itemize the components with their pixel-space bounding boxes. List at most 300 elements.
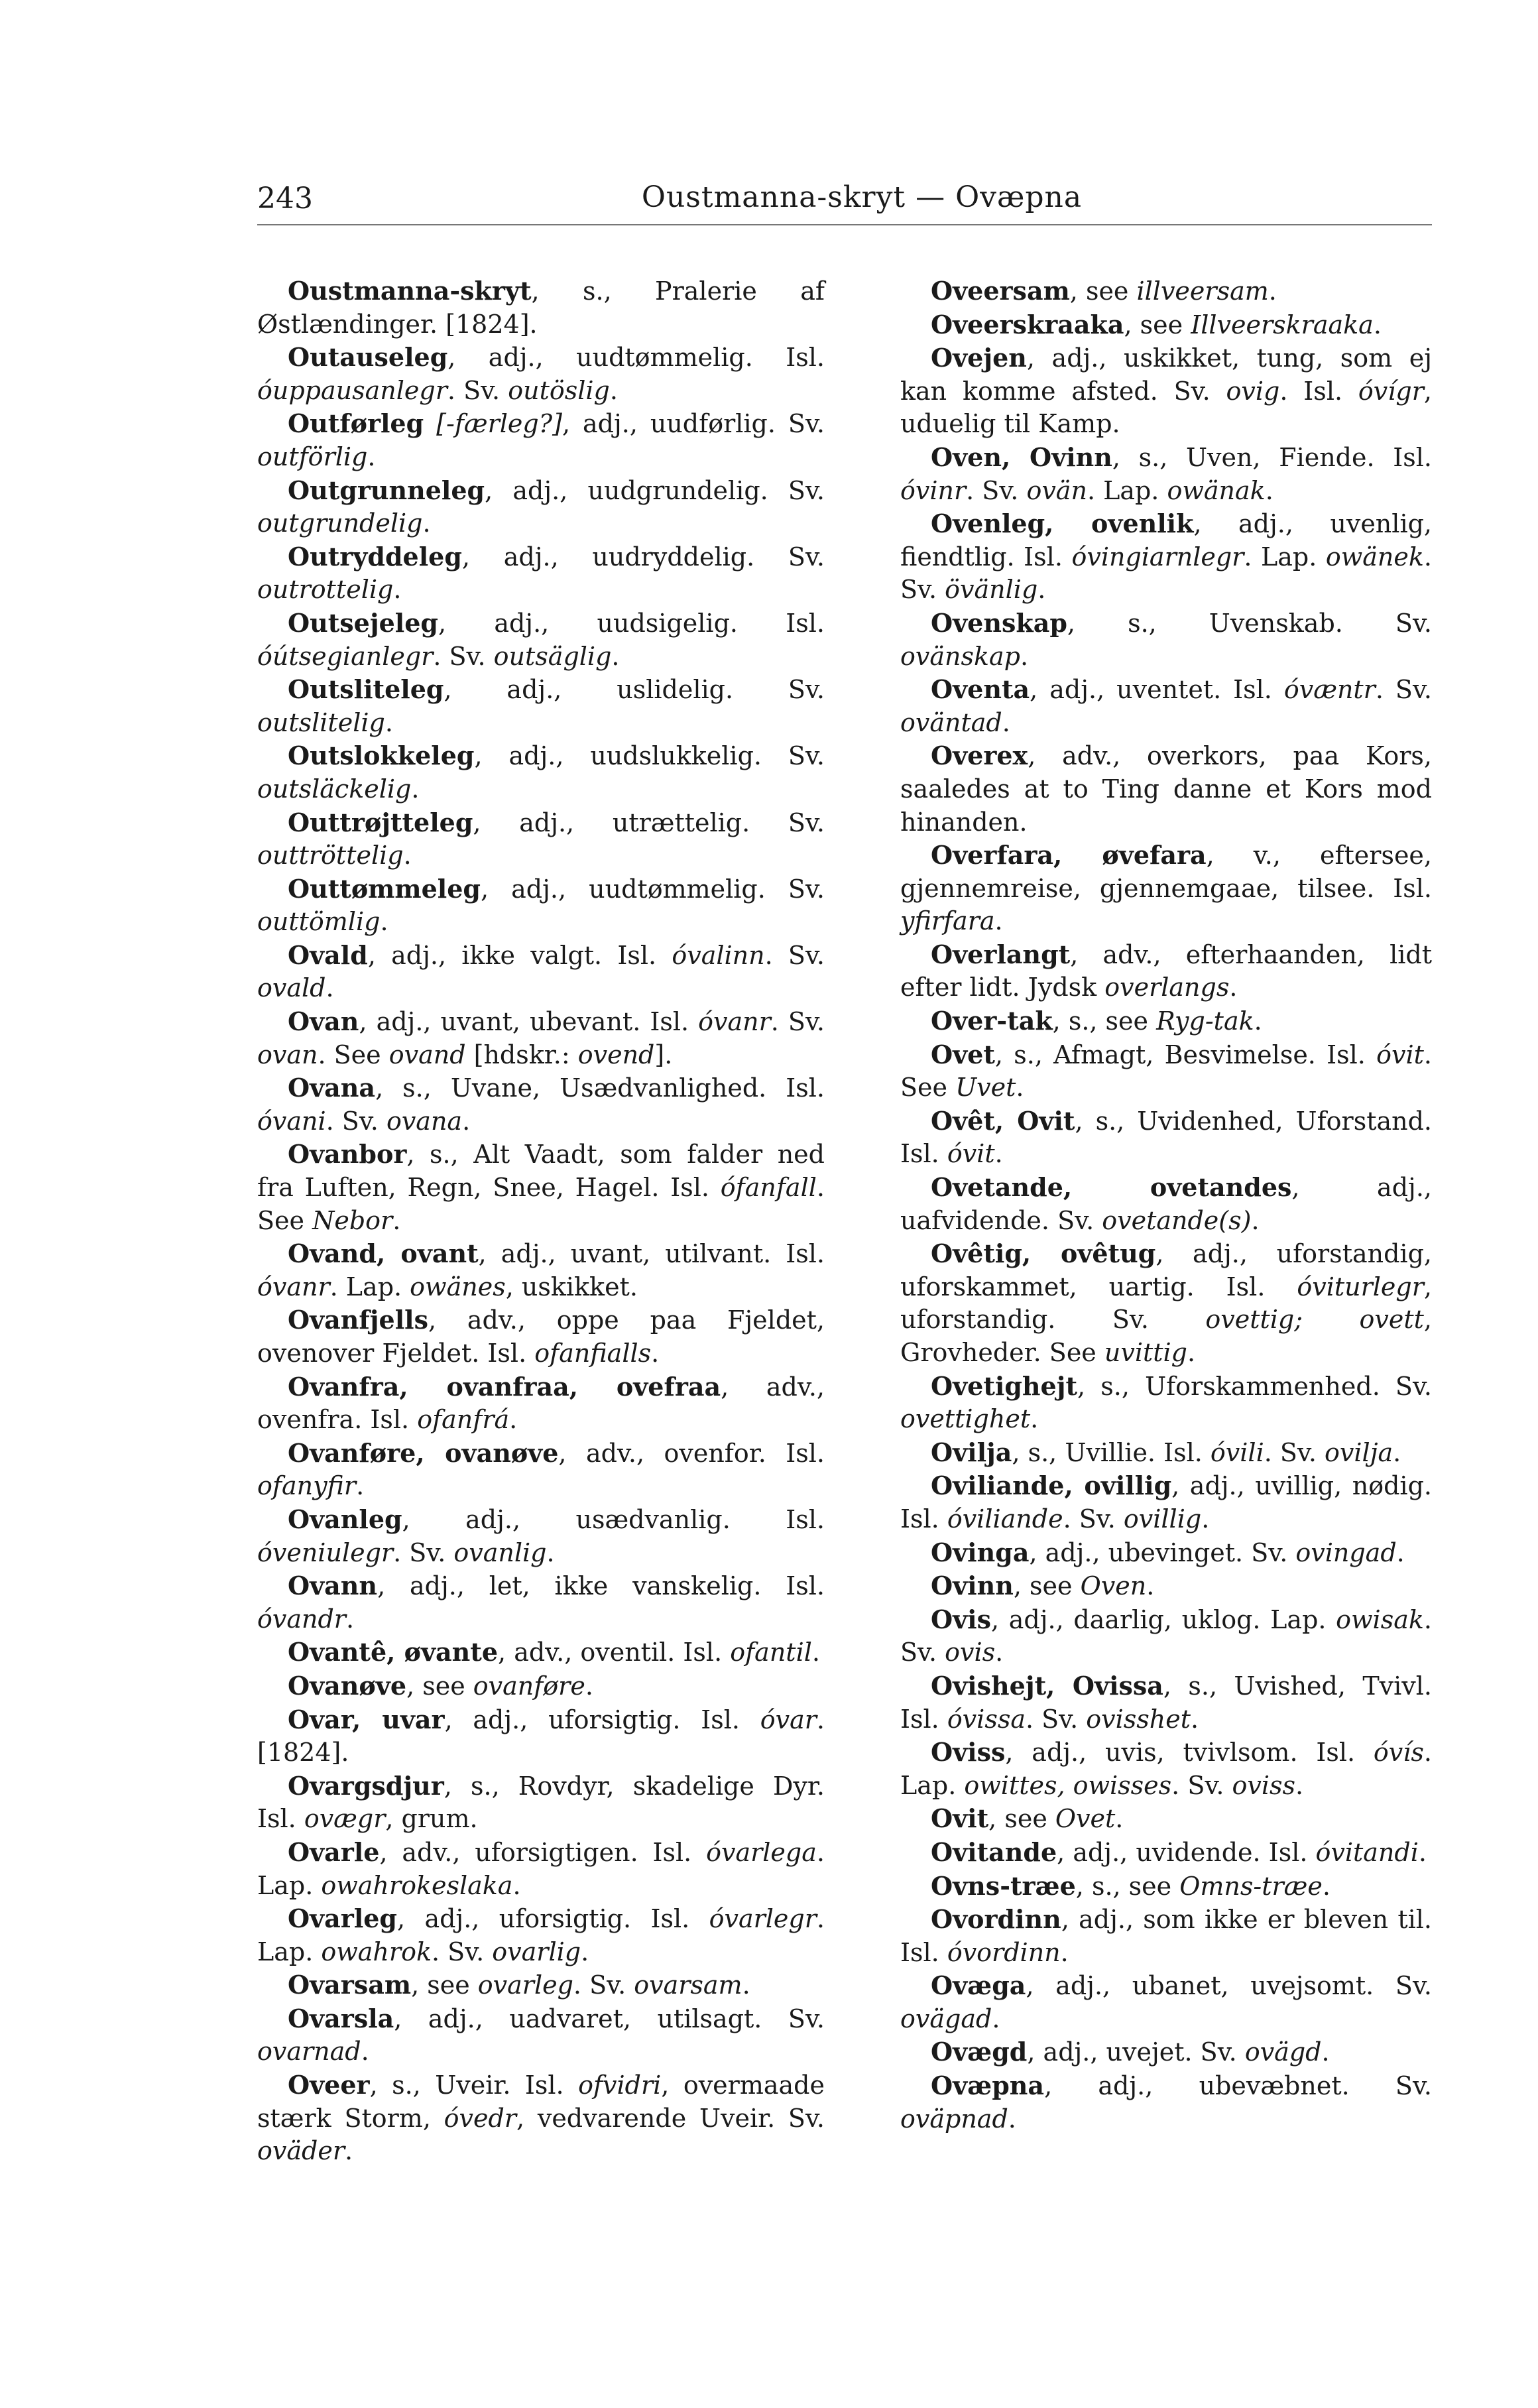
entry-italic-text: ovettighet xyxy=(900,1404,1031,1434)
dictionary-entry xyxy=(257,1968,825,2002)
entry-italic-text: outtömlig xyxy=(257,907,381,937)
dictionary-entry xyxy=(257,407,825,473)
dictionary-entry xyxy=(257,1902,825,1968)
entry-headword: Ovejen xyxy=(931,343,1027,373)
entry-headword: Oviss xyxy=(931,1737,1006,1768)
entry-headword: Ovanfra, ovanfraa, ovefraa xyxy=(288,1371,721,1402)
dictionary-entry xyxy=(257,1669,825,1703)
entry-text: , adj., uskikket, tung, som ej kan komme afsted. Sv. xyxy=(900,343,1432,406)
entry-headword: Ovetande, ovetandes xyxy=(931,1172,1292,1203)
dictionary-entry xyxy=(900,1802,1432,1836)
dictionary-entry xyxy=(900,1237,1432,1369)
entry-italic-text: óvani xyxy=(257,1106,326,1136)
entry-text: . Sv. xyxy=(433,641,494,671)
dictionary-entry xyxy=(900,441,1432,507)
entry-italic-text: óvís xyxy=(1373,1738,1424,1768)
entry-text: . xyxy=(325,973,334,1003)
entry-text: , s., Pralerie af Østlændinger. [1824]. xyxy=(257,276,825,339)
entry-italic-text: ovis xyxy=(945,1638,996,1667)
entry-text: . xyxy=(1191,1704,1199,1734)
dictionary-entry xyxy=(257,1303,825,1370)
entry-italic-text: óvitandi xyxy=(1315,1837,1419,1867)
entry-text: . xyxy=(345,1604,355,1634)
entry-text: . xyxy=(1295,1770,1304,1800)
dictionary-entry xyxy=(900,1469,1432,1535)
entry-headword: Ovarle xyxy=(288,1836,380,1867)
entry-text: , adv., efterhaanden, lidt efter lidt. Jydsk xyxy=(900,939,1432,1002)
entry-text: , see xyxy=(988,1804,1055,1834)
entry-headword: Oveersam xyxy=(931,276,1070,306)
entry-italic-text: owänes xyxy=(410,1272,506,1301)
entry-headword: Outslokkeleg xyxy=(288,741,475,771)
entry-text: , s., Uvane, Usædvanlighed. Isl. xyxy=(375,1073,825,1103)
entry-text: . xyxy=(393,575,402,605)
entry-italic-text: outsläckelig xyxy=(257,774,412,804)
entry-text: , see xyxy=(411,1970,478,2000)
entry-text: . Isl. xyxy=(1279,376,1358,406)
dictionary-entry xyxy=(900,1038,1432,1105)
entry-text: . Sv. xyxy=(325,1106,386,1136)
entry-text: . Sv. xyxy=(1375,675,1432,705)
entry-text: . xyxy=(995,1638,1004,1667)
entry-text: , adv., overkors, paa Kors, saaledes at to Ting danne et Kors mod hinanden. xyxy=(900,741,1432,837)
entry-text: , s., Uven, Fiende. Isl. xyxy=(1112,442,1432,472)
entry-headword: Ovêt, Ovit xyxy=(931,1105,1075,1136)
entry-text: . xyxy=(512,1870,521,1900)
dictionary-entry xyxy=(257,1636,825,1669)
entry-text: . xyxy=(1037,575,1046,605)
entry-headword: Outførleg xyxy=(288,408,424,439)
entry-italic-text: óútsegianlegr xyxy=(257,641,434,671)
entry-headword: Ovanføre, ovanøve xyxy=(288,1437,559,1468)
entry-text: , adj., ikke valgt. Isl. xyxy=(367,940,672,970)
entry-headword: Overlangt xyxy=(931,939,1071,969)
entry-italic-text: ovägad xyxy=(900,2004,992,2033)
dictionary-entry xyxy=(900,1536,1432,1570)
entry-text: , s., Uvidenhed, Uforstand. Isl. xyxy=(900,1106,1432,1169)
entry-text: , uforstandig. Sv. xyxy=(900,1272,1432,1335)
entry-text: , adj., uvillig, nødig. Isl. xyxy=(900,1471,1432,1534)
entry-text: . Sv. xyxy=(900,542,1432,605)
entry-headword: Ovordinn xyxy=(931,1904,1061,1935)
entry-text: . Lap. xyxy=(1087,475,1167,505)
entry-headword: Outtrøjtteleg xyxy=(288,807,473,837)
entry-italic-text: owänek xyxy=(1325,542,1424,572)
dictionary-entry xyxy=(900,1969,1432,2035)
entry-text: , adj., uvenlig, fiendtlig. Isl. xyxy=(900,509,1432,572)
entry-text: , s., Alt Vaadt, som falder ned fra Luften, Regn, Snee, Hagel. Isl. xyxy=(257,1140,825,1203)
entry-italic-text: óvandr xyxy=(257,1604,346,1634)
entry-headword: Ovana xyxy=(288,1073,376,1103)
entry-text: . xyxy=(1322,1871,1331,1901)
entry-italic-text: ovægr xyxy=(304,1804,386,1834)
dictionary-entry xyxy=(900,1870,1432,1903)
entry-italic-text: óvili xyxy=(1210,1437,1264,1467)
dictionary-entry xyxy=(900,938,1432,1004)
entry-italic-text: owahrok xyxy=(321,1937,432,1966)
right-column xyxy=(900,274,1432,2136)
entry-italic-text: óvæntr xyxy=(1283,675,1376,705)
dictionary-entry xyxy=(900,2069,1432,2136)
entry-text: . xyxy=(992,2004,1000,2033)
entry-text: . xyxy=(1251,1205,1260,1235)
entry-headword: Ovanbor xyxy=(288,1139,407,1170)
entry-italic-text: ovald xyxy=(257,973,326,1003)
entry-text: , adj., uvant, ubevant. Isl. xyxy=(359,1007,699,1037)
dictionary-entry xyxy=(257,341,825,407)
dictionary-entry xyxy=(900,1004,1432,1038)
entry-text: , adj., uvidende. Isl. xyxy=(1057,1837,1316,1867)
entry-italic-text: ovän xyxy=(1026,475,1087,505)
entry-text: . xyxy=(361,2037,369,2067)
entry-headword: Ovenleg, ovenlik xyxy=(931,509,1194,539)
entry-headword: Outgrunneleg xyxy=(288,475,485,505)
entry-headword: Ovanleg xyxy=(288,1504,402,1534)
entry-italic-text: övänlig xyxy=(945,575,1038,605)
entry-text: , adj., uudslukkelig. Sv. xyxy=(474,741,825,771)
entry-text: , adj., uudgrundelig. Sv. xyxy=(485,475,825,505)
entry-text: . xyxy=(1008,2104,1016,2134)
entry-text: . xyxy=(611,641,620,671)
entry-text: . xyxy=(1254,1006,1262,1036)
entry-text: , adj., uforstandig, uforskammet, uartig. Isl. xyxy=(900,1239,1432,1301)
entry-text: . See xyxy=(257,1173,825,1235)
entry-text: . Lap. xyxy=(1244,542,1326,572)
dictionary-entry xyxy=(257,739,825,806)
entry-text: , adj., uudryddelig. Sv. xyxy=(461,542,825,572)
entry-headword: Oven, Ovinn xyxy=(931,442,1112,472)
entry-text: , adj., uudtømmelig. Sv. xyxy=(480,874,825,904)
entry-italic-text: óuppausanlegr xyxy=(257,375,447,405)
entry-text: . xyxy=(1060,1937,1069,1967)
dictionary-entry xyxy=(257,1836,825,1902)
entry-text: . Sv. xyxy=(764,940,825,970)
entry-text: , s., see xyxy=(1052,1006,1157,1036)
entry-headword: Ovishejt, Ovissa xyxy=(931,1670,1163,1701)
entry-italic-text: óvit xyxy=(947,1139,995,1169)
entry-text: , adj., uadvaret, utilsagt. Sv. xyxy=(394,2004,825,2033)
entry-headword: Ovis xyxy=(931,1604,992,1634)
entry-text: [hdskr.: xyxy=(465,1040,578,1069)
entry-text: . xyxy=(609,375,618,405)
entry-italic-text: oväntad xyxy=(900,707,1002,737)
entry-headword: Outryddeleg xyxy=(288,541,462,572)
dictionary-entry xyxy=(900,607,1432,673)
entry-headword: Oustmanna-skryt xyxy=(288,276,532,306)
entry-headword: Ovan xyxy=(288,1006,359,1037)
entry-text: , s., Rovdyr, skadelige Dyr. Isl. xyxy=(257,1771,825,1834)
entry-headword: Over-tak xyxy=(931,1006,1053,1036)
entry-text: . xyxy=(994,906,1003,936)
entry-headword: Outauseleg xyxy=(288,342,448,373)
entry-italic-text: Ovet xyxy=(1055,1804,1116,1834)
entry-text: . xyxy=(1373,310,1382,339)
entry-text: , adj., uslidelig. Sv. xyxy=(444,675,825,705)
dictionary-entry xyxy=(257,1370,825,1437)
dictionary-entry xyxy=(900,1903,1432,1969)
entry-text: , adj., utrættelig. Sv. xyxy=(473,808,825,837)
entry-italic-text: outsäglig xyxy=(493,641,612,671)
entry-text: , adj., uventet. Isl. xyxy=(1030,675,1284,705)
entry-text: , v., eftersee, gjennemreise, gjennemgaae, tilsee. Isl. xyxy=(900,841,1433,903)
entry-italic-text: outrottelig xyxy=(257,575,394,605)
entry-italic-text: owänak xyxy=(1167,475,1266,505)
entry-headword: Ovarsla xyxy=(288,2003,394,2033)
dictionary-entry xyxy=(900,341,1432,441)
entry-headword: Ovald xyxy=(288,939,368,970)
entry-italic-text: ovetande(s) xyxy=(1102,1205,1252,1235)
entry-italic-text: ofanfrá xyxy=(417,1405,510,1435)
entry-text: , adj., ubanet, uvejsomt. Sv. xyxy=(1026,1971,1432,2001)
dictionary-entry xyxy=(900,1669,1432,1736)
entry-text: , see xyxy=(1124,310,1191,339)
entry-text: ]. xyxy=(654,1040,673,1069)
entry-headword: Ovet xyxy=(931,1039,995,1069)
entry-italic-text: ofvidri xyxy=(578,2071,662,2100)
dictionary-entry xyxy=(900,1171,1432,1237)
entry-headword: Ovinga xyxy=(931,1537,1030,1567)
entry-text: . See xyxy=(318,1040,389,1069)
entry-text: , adj., uvejet. Sv. xyxy=(1027,2037,1245,2067)
entry-text: . Lap. xyxy=(257,1837,825,1900)
entry-italic-text: oväpnad xyxy=(900,2104,1008,2134)
left-column xyxy=(257,274,825,2168)
dictionary-entry xyxy=(257,1437,825,1503)
entry-headword: Ovæga xyxy=(931,1970,1026,2001)
entry-text: , adj., usædvanlig. Isl. xyxy=(402,1504,825,1534)
entry-italic-text: ovisshet xyxy=(1086,1704,1191,1734)
entry-text: . xyxy=(1268,276,1277,306)
entry-italic-text: yfirfara xyxy=(900,906,995,936)
entry-italic-text: ovan xyxy=(257,1040,318,1069)
dictionary-entry xyxy=(900,839,1432,938)
entry-text: , adj., som ikke er bleven til. Isl. xyxy=(900,1905,1432,1967)
entry-text: , adv., ovenfor. Isl. xyxy=(558,1438,825,1468)
entry-headword: Ovanfjells xyxy=(288,1305,428,1335)
entry-italic-text: ofantil xyxy=(730,1638,812,1667)
entry-text xyxy=(424,409,436,438)
entry-text: . xyxy=(367,442,376,471)
dictionary-entry xyxy=(257,1237,825,1303)
entry-text: . Sv. xyxy=(447,375,508,405)
entry-text: . xyxy=(651,1339,660,1368)
entry-headword: Ovargsdjur xyxy=(288,1770,444,1801)
entry-text: , adj., uudsigelig. Isl. xyxy=(438,608,825,638)
entry-text: , uduelig til Kamp. xyxy=(900,376,1433,439)
entry-text: . xyxy=(403,841,412,871)
entry-italic-text: óvígr xyxy=(1358,376,1424,406)
entry-text: . xyxy=(581,1937,589,1966)
entry-italic-text: óvinr xyxy=(900,475,967,505)
entry-headword: Ovarsam xyxy=(288,1970,412,2000)
dictionary-entry xyxy=(257,806,825,873)
entry-text: . Sv. xyxy=(1171,1770,1232,1800)
entry-italic-text: oviss xyxy=(1232,1770,1295,1800)
entry-italic-text: ovarsam xyxy=(634,1970,742,2000)
entry-italic-text: óvissa xyxy=(947,1704,1026,1734)
entry-italic-text: outgrundelig xyxy=(257,509,423,538)
entry-text: , see xyxy=(406,1671,473,1701)
entry-text: . xyxy=(1201,1504,1210,1534)
entry-italic-text: outslitelig xyxy=(257,707,385,737)
entry-text: . xyxy=(411,774,420,804)
entry-text: . xyxy=(585,1671,593,1701)
entry-headword: Overex xyxy=(931,741,1028,771)
entry-italic-text: owahrokeslaka xyxy=(321,1870,513,1900)
entry-italic-text: óvit xyxy=(1376,1040,1424,1069)
entry-text: , adj., uvis, tvivlsom. Isl. xyxy=(1005,1738,1374,1768)
entry-headword: Ovægd xyxy=(931,2037,1028,2067)
entry-italic-text: ofanfialls xyxy=(534,1339,652,1368)
dictionary-entry xyxy=(257,673,825,739)
dictionary-entry xyxy=(257,540,825,607)
dictionary-entry xyxy=(900,1603,1432,1669)
entry-text: . Sv. xyxy=(1025,1704,1087,1734)
entry-text: , adj., let, ikke vanskelig. Isl. xyxy=(377,1571,825,1601)
dictionary-entry xyxy=(257,607,825,673)
entry-text: . Sv. xyxy=(393,1537,454,1567)
dictionary-entry xyxy=(257,1569,825,1636)
entry-text: , s., Uveir. Isl. xyxy=(369,2071,579,2100)
entry-text: . xyxy=(1393,1437,1401,1467)
entry-text: . xyxy=(344,2136,353,2166)
entry-headword: Outsejeleg xyxy=(288,607,438,638)
entry-italic-text: illveersam xyxy=(1136,276,1269,306)
entry-text: , adj., ubevinget. Sv. xyxy=(1029,1537,1296,1567)
entry-headword: Ovitande xyxy=(931,1836,1057,1867)
entry-text: , s., Uvillie. Isl. xyxy=(1012,1437,1211,1467)
dictionary-entry xyxy=(900,1105,1432,1171)
dictionary-entry xyxy=(257,1138,825,1237)
entry-italic-text: outtröttelig xyxy=(257,841,404,871)
entry-italic-text: outöslig xyxy=(508,375,610,405)
entry-italic-text: ófanfall xyxy=(720,1173,817,1203)
entry-text: , adj., uafvidende. Sv. xyxy=(900,1173,1432,1235)
entry-text: . Lap. xyxy=(257,1904,825,1966)
entry-text: , s., Uforskammenhed. Sv. xyxy=(1077,1371,1432,1401)
entry-italic-text: ovarnad xyxy=(257,2037,361,2067)
dictionary-entry xyxy=(257,474,825,540)
entry-text: , adv., oppe paa Fjeldet, ovenover Fjeldet. Isl. xyxy=(257,1305,825,1368)
entry-text: . Sv. xyxy=(966,475,1027,505)
entry-text: . Sv. xyxy=(1264,1437,1325,1467)
entry-headword: Outsliteleg xyxy=(288,674,444,705)
entry-text: . See xyxy=(900,1040,1432,1103)
dictionary-entry xyxy=(900,1370,1432,1436)
entry-text: , adj., uudførlig. Sv. xyxy=(562,409,825,439)
entry-text: . Sv. xyxy=(431,1937,493,1966)
entry-italic-text: ovarlig xyxy=(492,1937,581,1966)
entry-headword: Overfara, øvefara xyxy=(931,840,1207,871)
dictionary-entry xyxy=(257,274,825,341)
entry-text: , see xyxy=(1013,1571,1081,1601)
entry-text: , adj., uforsigtig. Isl. xyxy=(397,1904,709,1934)
entry-text: . xyxy=(384,707,393,737)
dictionary-entry xyxy=(257,1005,825,1071)
entry-headword: Oventa xyxy=(931,674,1030,705)
entry-headword: Ovarleg xyxy=(288,1903,398,1934)
dictionary-entry xyxy=(900,739,1432,839)
entry-italic-text: ofanyfir xyxy=(257,1471,357,1501)
entry-text: , s., see xyxy=(1075,1871,1180,1901)
header-rule xyxy=(257,224,1432,225)
entry-headword: Ovantê, øvante xyxy=(288,1637,499,1667)
entry-italic-text: uvittig xyxy=(1104,1338,1188,1367)
entry-italic-text: óvanr xyxy=(257,1272,330,1301)
entry-text: , adj., uudtømmelig. Isl. xyxy=(447,343,825,373)
entry-text: . xyxy=(546,1537,555,1567)
dictionary-entry xyxy=(257,873,825,939)
entry-headword: Ovinn xyxy=(931,1571,1014,1601)
entry-italic-text: óvalinn xyxy=(672,940,765,970)
entry-text: , adj., ubevæbnet. Sv. xyxy=(1044,2071,1432,2101)
entry-text: . xyxy=(1020,641,1029,671)
dictionary-entry xyxy=(900,673,1432,739)
entry-headword: Oviliande, ovillig xyxy=(931,1471,1172,1501)
entry-headword: Ovanøve xyxy=(288,1670,407,1701)
dictionary-entry xyxy=(900,1736,1432,1802)
entry-text: . xyxy=(380,907,388,937)
entry-text: . Sv. xyxy=(573,1970,634,2000)
entry-text: , vedvarende Uveir. Sv. xyxy=(516,2103,825,2133)
dictionary-entry xyxy=(900,1836,1432,1870)
entry-italic-text: ovillig xyxy=(1123,1504,1202,1534)
entry-headword: Ovns-træe xyxy=(931,1870,1076,1901)
entry-text: . xyxy=(1418,1837,1427,1867)
entry-italic-text: óvedr xyxy=(444,2103,516,2133)
entry-headword: Ovand, ovant xyxy=(288,1238,479,1269)
entry-text: . xyxy=(1396,1537,1405,1567)
entry-italic-text: Illveerskraaka xyxy=(1191,310,1374,339)
entry-headword: Ovæpna xyxy=(931,2071,1045,2101)
entry-text: , adj., daarlig, uklog. Lap. xyxy=(991,1604,1336,1634)
entry-italic-text: Ryg-tak xyxy=(1156,1006,1254,1036)
entry-text: . xyxy=(1146,1571,1155,1601)
entry-text: . xyxy=(994,1139,1003,1169)
entry-headword: Ovilja xyxy=(931,1437,1012,1467)
entry-italic-text: ovägd xyxy=(1244,2037,1322,2067)
entry-italic-text: outförlig xyxy=(257,442,368,471)
entry-italic-text: óvarlegr xyxy=(709,1904,817,1934)
entry-italic-text: owittes, owisses xyxy=(964,1770,1172,1800)
entry-italic-text: óvanr xyxy=(698,1007,771,1037)
entry-italic-text: ovettig; ovett xyxy=(1205,1305,1424,1335)
entry-text: , adj., uvant, utilvant. Isl. xyxy=(478,1239,825,1269)
entry-text: , s., Uvished, Tvivl. Isl. xyxy=(900,1671,1433,1734)
entry-headword: Ovit xyxy=(931,1803,989,1834)
dictionary-entry xyxy=(900,2035,1432,2069)
entry-text: , s., Afmagt, Besvimelse. Isl. xyxy=(994,1040,1377,1069)
dictionary-entry xyxy=(900,507,1432,607)
entry-italic-text: ovend xyxy=(577,1040,655,1069)
entry-italic-text: óvingiarnlegr xyxy=(1071,542,1244,572)
dictionary-entry xyxy=(900,1436,1432,1470)
entry-headword: Oveer xyxy=(288,2070,370,2100)
dictionary-entry xyxy=(900,274,1432,308)
entry-text: , adv., ovenfra. Isl. xyxy=(257,1372,825,1435)
entry-text: . xyxy=(509,1405,518,1435)
entry-headword: Outtømmeleg xyxy=(288,873,481,904)
entry-italic-text: Oven xyxy=(1080,1571,1147,1601)
entry-italic-text: overlangs xyxy=(1104,973,1230,1002)
entry-text: , grum. xyxy=(385,1804,478,1834)
dictionary-entry xyxy=(257,1071,825,1138)
entry-italic-text: Nebor xyxy=(312,1205,393,1235)
dictionary-entry xyxy=(257,1703,825,1770)
entry-headword: Ovenskap xyxy=(931,607,1067,638)
entry-italic-text: óvarlega xyxy=(706,1837,817,1867)
entry-italic-text: ovand xyxy=(388,1040,466,1069)
